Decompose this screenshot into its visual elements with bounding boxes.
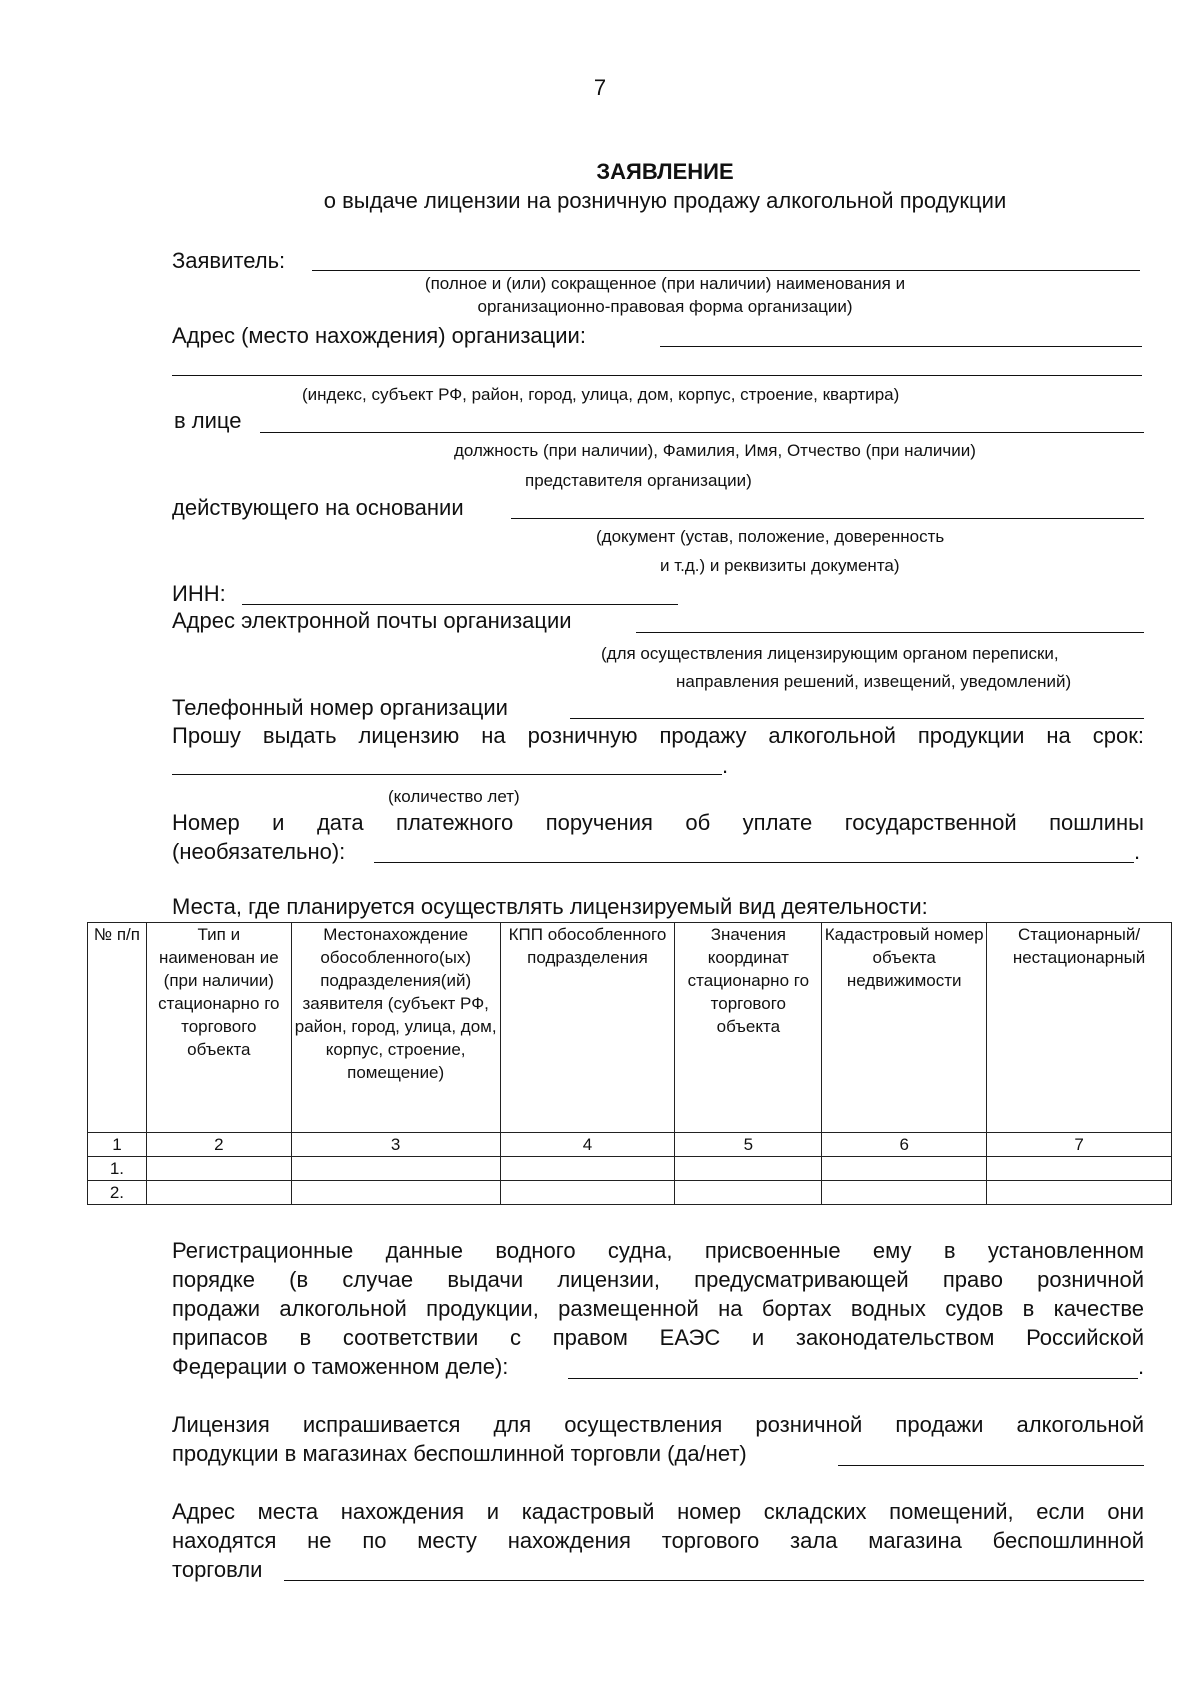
table-row [88,1181,1172,1205]
representative-hint-1: должность (при наличии), Фамилия, Имя, Отчество (при наличии) [454,441,976,460]
phone-label: Телефонный номер организации [172,695,508,720]
duty-free-text-1: Лицензия испрашивается для осуществления розничной продажи алкогольной [172,1412,1144,1437]
row-index: 2. [88,1181,147,1205]
inn-field[interactable] [242,604,678,605]
table-cell[interactable] [500,1157,675,1181]
col-number: 3 [291,1133,500,1157]
representative-hint-2: представителя организации) [525,471,752,490]
representative-label: в лице [174,408,242,433]
col-number: 1 [88,1133,147,1157]
table-cell[interactable] [675,1157,822,1181]
vessel-text-5: Федерации о таможенном деле): [172,1354,509,1379]
duty-free-field[interactable] [838,1465,1144,1466]
address-label: Адрес (место нахождения) организации: [172,323,586,348]
col-header-coordinates: Значения координат стационарно го торгового объекта [675,923,822,1133]
col-header-stationary: Стационарный/ нестационарный [987,923,1172,1133]
col-number: 5 [675,1133,822,1157]
vessel-text-4: припасов в соответствии с правом ЕАЭС и законодательством Российской [172,1325,1144,1350]
table-cell[interactable] [291,1181,500,1205]
basis-label: действующего на основании [172,495,464,520]
warehouse-text-2: находятся не по месту нахождения торгового зала магазина беспошлинной [172,1528,1144,1553]
col-header-kpp: КПП обособленного подразделения [500,923,675,1133]
table-cell[interactable] [146,1157,291,1181]
address-hint: (индекс, субъект РФ, район, город, улица, дом, корпус, строение, квартира) [302,385,900,404]
inn-label: ИНН: [172,581,226,606]
vessel-text-3: продажи алкогольной продукции, размещенной на бортах водных судов в качестве [172,1296,1144,1321]
email-field[interactable] [636,632,1144,633]
col-number: 2 [146,1133,291,1157]
col-header-type: Тип и наименован ие (при наличии) стационарно го торгового объекта [146,923,291,1133]
warehouse-text-1: Адрес места нахождения и кадастровый номер складских помещений, если они [172,1499,1144,1524]
table-cell[interactable] [500,1181,675,1205]
table-cell[interactable] [987,1181,1172,1205]
payment-text-2: (необязательно): [172,839,346,864]
email-hint-1: (для осуществления лицензирующим органом переписки, [601,644,1059,663]
basis-field[interactable] [511,518,1144,519]
table-row [88,1157,1172,1181]
table-cell[interactable] [822,1181,987,1205]
term-field[interactable] [172,774,722,775]
page-subtitle: о выдаче лицензии на розничную продажу алкогольной продукции [323,188,1007,213]
warehouse-text-3: торговли [172,1557,263,1582]
phone-field[interactable] [570,718,1144,719]
term-period: . [722,753,729,778]
duty-free-text-2: продукции в магазинах беспошлинной торговли (да/нет) [172,1441,747,1466]
col-header-location: Местонахождение обособленного(ых) подразделения(ий) заявителя (субъект РФ, район, город, улица, дом, корпус, строение, помещение) [291,923,500,1133]
table-cell[interactable] [987,1157,1172,1181]
term-text: Прошу выдать лицензию на розничную продажу алкогольной продукции на срок: [172,723,1144,748]
term-hint: (количество лет) [388,787,520,806]
vessel-text-1: Регистрационные данные водного судна, присвоенные ему в установленном [172,1238,1144,1263]
representative-field[interactable] [260,432,1144,433]
applicant-field[interactable] [312,270,1140,271]
email-hint-2: направления решений, извещений, уведомлений) [676,672,1072,691]
col-number: 7 [987,1133,1172,1157]
applicant-hint-1: (полное и (или) сокращенное (при наличии) наименования и [424,274,906,293]
payment-text-1: Номер и дата платежного поручения об уплате государственной пошлины [172,810,1144,835]
applicant-hint-2: организационно-правовая форма организации) [477,297,853,316]
col-header-cadastral: Кадастровый номер объекта недвижимости [822,923,987,1133]
page-title: ЗАЯВЛЕНИЕ [596,159,734,184]
basis-hint-2: и т.д.) и реквизиты документа) [660,556,900,575]
applicant-label: Заявитель: [172,248,286,273]
table-cell[interactable] [291,1157,500,1181]
table-cell[interactable] [675,1181,822,1205]
table-cell[interactable] [822,1157,987,1181]
payment-period: . [1134,839,1141,864]
basis-hint-1: (документ (устав, положение, доверенность [596,527,945,546]
col-header-number: № п/п [88,923,147,1133]
row-index: 1. [88,1157,147,1181]
places-heading: Места, где планируется осуществлять лицензируемый вид деятельности: [172,894,928,919]
table-header-row [88,923,1172,1133]
places-table [87,922,1172,1205]
warehouse-field[interactable] [284,1580,1144,1581]
table-number-row [88,1133,1172,1157]
page-number: 7 [593,75,607,100]
address-field-1[interactable] [660,346,1142,347]
table-cell[interactable] [146,1181,291,1205]
email-label: Адрес электронной почты организации [172,608,572,633]
payment-field[interactable] [374,862,1134,863]
col-number: 6 [822,1133,987,1157]
vessel-period: . [1138,1354,1145,1379]
address-field-2[interactable] [172,375,1142,376]
col-number: 4 [500,1133,675,1157]
vessel-field[interactable] [568,1378,1138,1379]
vessel-text-2: порядке (в случае выдачи лицензии, предусматривающей право розничной [172,1267,1144,1292]
